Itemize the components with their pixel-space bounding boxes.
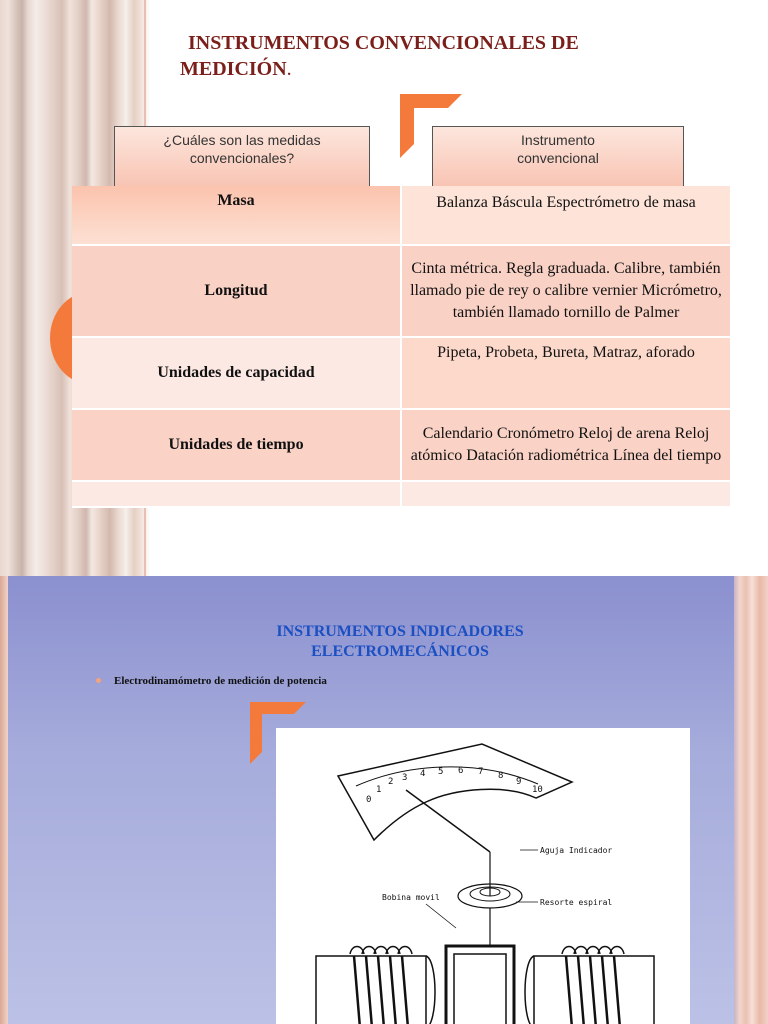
instrument-cell: Balanza Báscula Espectrómetro de masa: [402, 186, 732, 246]
decorative-right-stripes: [734, 576, 768, 1024]
question-line-1: ¿Cuáles son las medidas: [163, 132, 321, 148]
title-line-2: ELECTROMECÁNICOS: [311, 643, 489, 660]
question-line-2: convencionales?: [189, 150, 295, 166]
title-line-1: INSTRUMENTOS INDICADORES: [276, 623, 524, 640]
slide-electromechanical-instruments: [0, 576, 768, 1024]
scale-number: 8: [498, 771, 504, 781]
measures-table: [72, 186, 732, 508]
scale-number: 3: [402, 773, 408, 783]
needle-label: Aguja Indicador: [540, 846, 613, 855]
scale-number: 7: [478, 767, 484, 777]
instrument-cell: Calendario Cronómetro Reloj de arena Reloj atómico Datación radiométrica Línea del tiempo: [402, 410, 732, 482]
question-box: [114, 126, 370, 188]
table-row: [72, 410, 732, 482]
scale-number: 4: [420, 769, 426, 779]
instrument-cell: Cinta métrica. Regla graduada. Calibre, también llamado pie de rey o calibre vernier Micrómetro, también llamado tornillo de Palmer: [402, 246, 732, 338]
measure-cell: Masa: [72, 186, 402, 246]
electrodynamometer-diagram: [276, 728, 690, 1024]
slide-title: [200, 622, 600, 662]
table-row: [72, 482, 732, 508]
title-punctuation: .: [286, 58, 292, 80]
instrument-header-line-1: Instrumento: [521, 132, 595, 148]
left-fixed-coil: [316, 947, 435, 1024]
measure-cell: Unidades de tiempo: [72, 410, 402, 482]
instrument-cell: [402, 482, 732, 508]
instrument-header-box: [432, 126, 684, 188]
table-row: [72, 246, 732, 338]
needle: [406, 790, 490, 852]
bullet-text: Electrodinamómetro de medición de potencia: [114, 675, 327, 687]
measure-cell: [72, 482, 402, 508]
table-row: [72, 338, 732, 410]
scale-number: 10: [532, 785, 543, 795]
spring-label: Resorte espiral: [540, 898, 613, 907]
instrument-cell: Pipeta, Probeta, Bureta, Matraz, aforado: [402, 338, 732, 410]
decorative-left-bar: [0, 576, 8, 1024]
title-line-1: INSTRUMENTOS CONVENCIONALES DE: [188, 32, 579, 54]
scale-number: 0: [366, 795, 372, 805]
galvanometer-figure: [276, 728, 690, 1024]
moving-coil: [446, 946, 514, 1024]
instrument-header-line-2: convencional: [517, 150, 599, 166]
coil-label: Bobina movil: [382, 893, 440, 902]
scale-number: 5: [438, 767, 444, 777]
bullet-item: [104, 674, 334, 688]
scale-number: 6: [458, 766, 464, 776]
bullet-dot-icon: [96, 678, 101, 683]
measure-cell: Longitud: [72, 246, 402, 338]
right-fixed-coil: [525, 947, 654, 1024]
scale-number: 2: [388, 777, 394, 787]
title-line-2: MEDICIÓN: [180, 58, 287, 80]
table-row: [72, 186, 732, 246]
scale-number: 9: [516, 777, 522, 787]
measure-cell: Unidades de capacidad: [72, 338, 402, 410]
scale-number: 1: [376, 785, 382, 795]
slide-title: [180, 30, 650, 82]
